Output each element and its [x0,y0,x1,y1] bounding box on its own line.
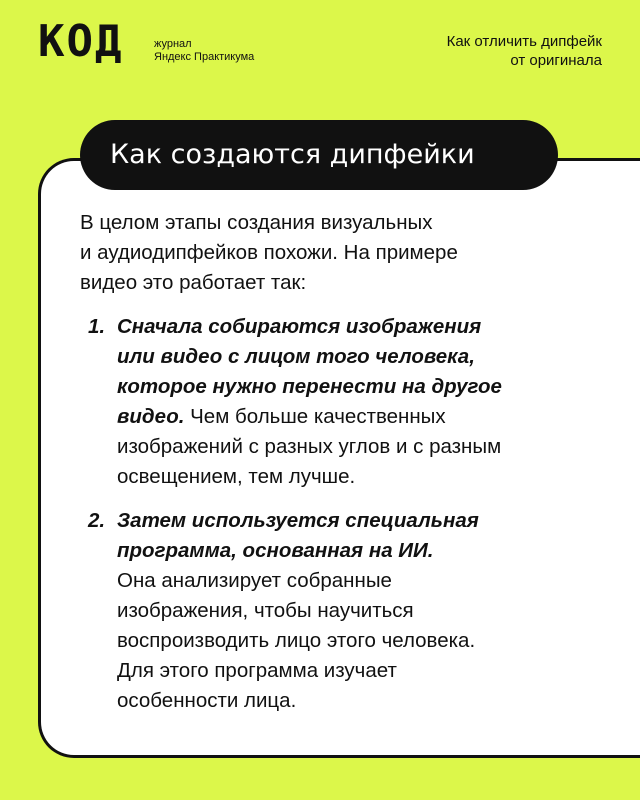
article-topic-line-1: Как отличить дипфейк [446,33,602,50]
kod-logo[interactable]: КОД [38,16,124,67]
intro-line: видео это работает так: [80,271,307,294]
list-number: 1. [88,315,106,338]
logo-subtitle [154,38,254,64]
logo-subtitle-line-2: Яндекс Практикума [154,51,255,63]
list-line: изображения, чтобы научиться [117,599,414,622]
list-line: изображений с разных углов и с разным [117,435,502,458]
logo-subtitle-line-1: журнал [154,38,192,50]
list-number: 2. [88,509,106,532]
list-item-2 [80,506,600,716]
list-line: особенности лица. [117,689,297,712]
intro-paragraph [80,208,600,298]
intro-line: В целом этапы создания визуальных [80,211,433,234]
list-line: видео. Чем больше качественных [117,405,446,428]
list-item-1 [80,312,600,492]
list-line: Для этого программа изучает [117,659,397,682]
list-line: программа, основанная на ИИ. [117,539,434,562]
list-line: Она анализирует собранные [117,569,392,592]
article-topic [447,32,602,70]
intro-line: и аудиодипфейков похожи. На примере [80,241,458,264]
card-content [80,208,600,730]
list-line: которое нужно перенести на другое [117,375,502,398]
list-line: освещением, тем лучше. [117,465,356,488]
section-title: Как создаются дипфейки [80,120,558,190]
list-line: Сначала собираются изображения [117,315,482,338]
list-line: воспроизводить лицо этого человека. [117,629,476,652]
list-line: Затем используется специальная [117,509,479,532]
article-topic-line-2: от оригинала [510,52,602,69]
header [0,0,640,110]
list-line: или видео с лицом того человека, [117,345,475,368]
